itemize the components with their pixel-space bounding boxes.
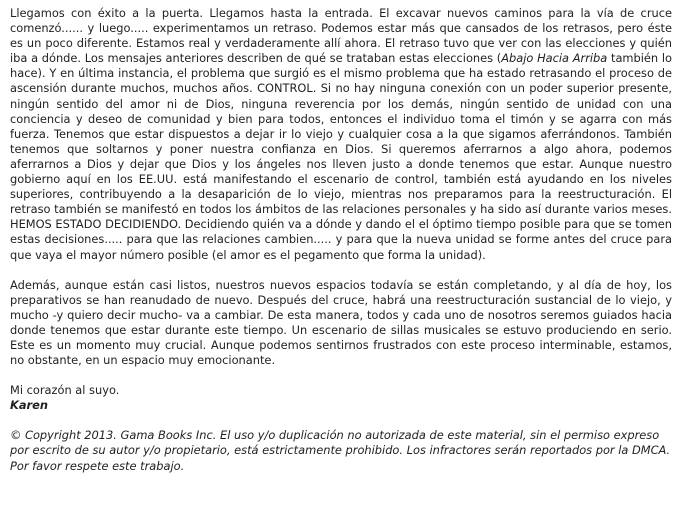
copyright-notice: © Copyright 2013. Gama Books Inc. El uso y/o duplicación no autorizada de este material, sin el permiso expreso por escrito de su autor y/o propietario, está estrictamente prohibido. Los infractores serán reportados por la DMCA. Por favor respete este trabajo. (10, 428, 671, 473)
paragraph-1-text-a: Llegamos con éxito a la puerta. Llegamos hasta la entrada. El excavar nuevos caminos para la vía de cruce comenzó...... y luego..... experimentamos un retraso. Podemos estar más que cansados de los retrasos, pero éste es un poco diferente. Estamos real y verdaderamente allí ahora. El retraso tuvo que ver con las elecciones y quién iba a dónde. Los mensajes anteriores describen de qué se trataban estas elecciones ( (10, 6, 672, 66)
book-title: Abajo Hacia Arriba (501, 51, 608, 66)
paragraph-1 (10, 6, 672, 263)
paragraph-2: Además, aunque están casi listos, nuestros nuevos espacios todavía se están completando, y al día de hoy, los preparativos se han reanudado de nuevo. Después del cruce, habrá una reestructuración sustancial de lo viejo, y mucho -y quiero decir mucho- va a cambiar. De esta manera, todos y cada uno de nosotros seremos guiados hacia donde tenemos que estar durante este tiempo. Un escenario de sillas musicales se estuvo produciendo en serio. Este es un momento muy crucial. Aunque podemos sentirnos frustrados con este proceso interminable, estamos, no obstante, en un espacio muy emocionante. (10, 277, 672, 368)
signature: Karen (10, 398, 48, 413)
paragraph-1-text-b: también lo hace). Y en última instancia, el problema que surgió es el mismo problema que ha estado retrasando el proceso de ascensión durante muchos, muchos años. CONTROL. Si no hay ninguna conexión con un poder superior presente, ningún sentido del amor ni de Dios, ninguna reverencia por los demás, ningún sentido de unidad con una conciencia y deseo de comunidad y bien para todos, entonces el individuo toma el timón y se agarra con más fuerza. Tenemos que estar dispuestos a dejar ir lo viejo y cualquier cosa a la que sigamos aferrándonos. También tenemos que soltarnos y poner nuestra confianza en Dios. Si queremos aferrarnos a algo ahora, podemos aferrarnos a Dios y dejar que Dios y los ángeles nos lleven justo a donde tenemos que estar. Aunque nuestro gobierno aquí en los EE.UU. está manifestando el escenario de control, también está ayudando en los niveles superiores, contribuyendo a la desaparición de lo viejo, mientras nos preparamos para la reestructuración. El retraso también se manifestó en todos los ámbitos de las relaciones personales y ha sido así durante varios meses. HEMOS ESTADO DECIDIENDO. Decidiendo quién va a dónde y dando el el óptimo tiempo posible para que se tomen estas decisiones..... para que las relaciones cambien..... y para que la nueva unidad se forme antes del cruce para que vaya el mayor número posible (el amor es el pegamento que forma la unidad). (10, 51, 672, 262)
article-body (10, 6, 672, 474)
signoff: Mi corazón al suyo. (10, 383, 120, 398)
